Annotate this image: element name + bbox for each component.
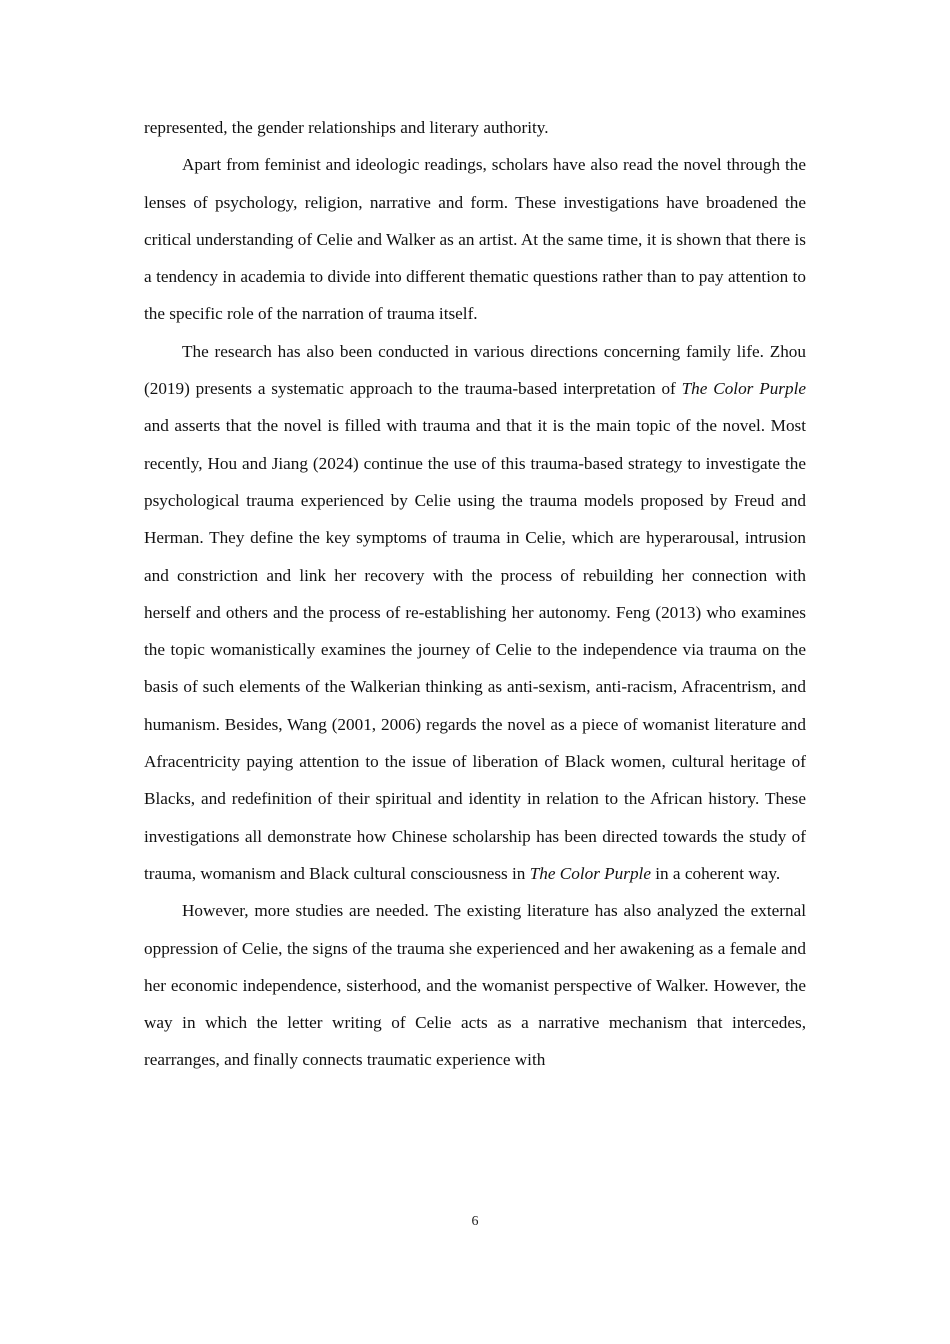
paragraph-text: However, more studies are needed. The existing literature has also analyzed the external oppression of Celie, the signs of the trauma she experienced and her awakening as a female and her economic independence, sisterhood, and the womanist perspective of Walker. However, the way in which the letter writing of Celie acts as a narrative mechanism that intercedes, rearranges, and finally connects traumatic experience with [144,901,806,1070]
paragraph-text: in a coherent way. [650,863,781,883]
paragraph-other-readings [144,146,806,332]
paragraph-continuation [144,109,806,146]
paragraph-text: Apart from feminist and ideologic readings, scholars have also read the novel through the lenses of psychology, religion, narrative and form. These investigations have broadened the critical understanding of Celie and Walker as an artist. At the same time, it is shown that there is a tendency in academia to divide into different thematic questions rather than to pay attention to the specific role of the narration of trauma itself. [144,155,806,324]
paragraph-research-gap [144,892,806,1078]
paragraph-text: and asserts that the novel is filled with trauma and that it is the main topic of the novel. Most recently, Hou and Jiang (2024) continue the use of this trauma-based strategy to investigate the psychological trauma experienced by Celie using the trauma models proposed by Freud and Herman. They define the key symptoms of trauma in Celie, which are hyperarousal, intrusion and constriction and link her recovery with the process of rebuilding her connection with herself and others and the process of re-establishing her autonomy. Feng (2013) who examines the topic womanistically examines the journey of Celie to the independence via trauma on the basis of such elements of the Walkerian thinking as anti-sexism, anti-racism, Afracentrism, and humanism. Besides, Wang (2001, 2006) regards the novel as a piece of womanist literature and Afracentricity paying attention to the issue of liberation of Black women, cultural heritage of Blacks, and redefinition of their spiritual and identity in relation to the African history. These investigations all demonstrate how Chinese scholarship has been directed towards the study of trauma, womanism and Black cultural consciousness in [144,416,806,883]
book-title-italic: The Color Purple [529,863,651,883]
body-text [144,109,806,1079]
paragraph-text: represented, the gender relationships and literary authority. [144,118,549,137]
page-number: 6 [471,1214,479,1229]
paragraph-trauma-research [144,333,806,892]
book-title-italic: The Color Purple [681,379,806,399]
paragraph-text: The research has also been conducted in various directions concerning family life. Zhou (2019) presents a systematic approach to the trauma-based interpretation of [144,341,806,399]
